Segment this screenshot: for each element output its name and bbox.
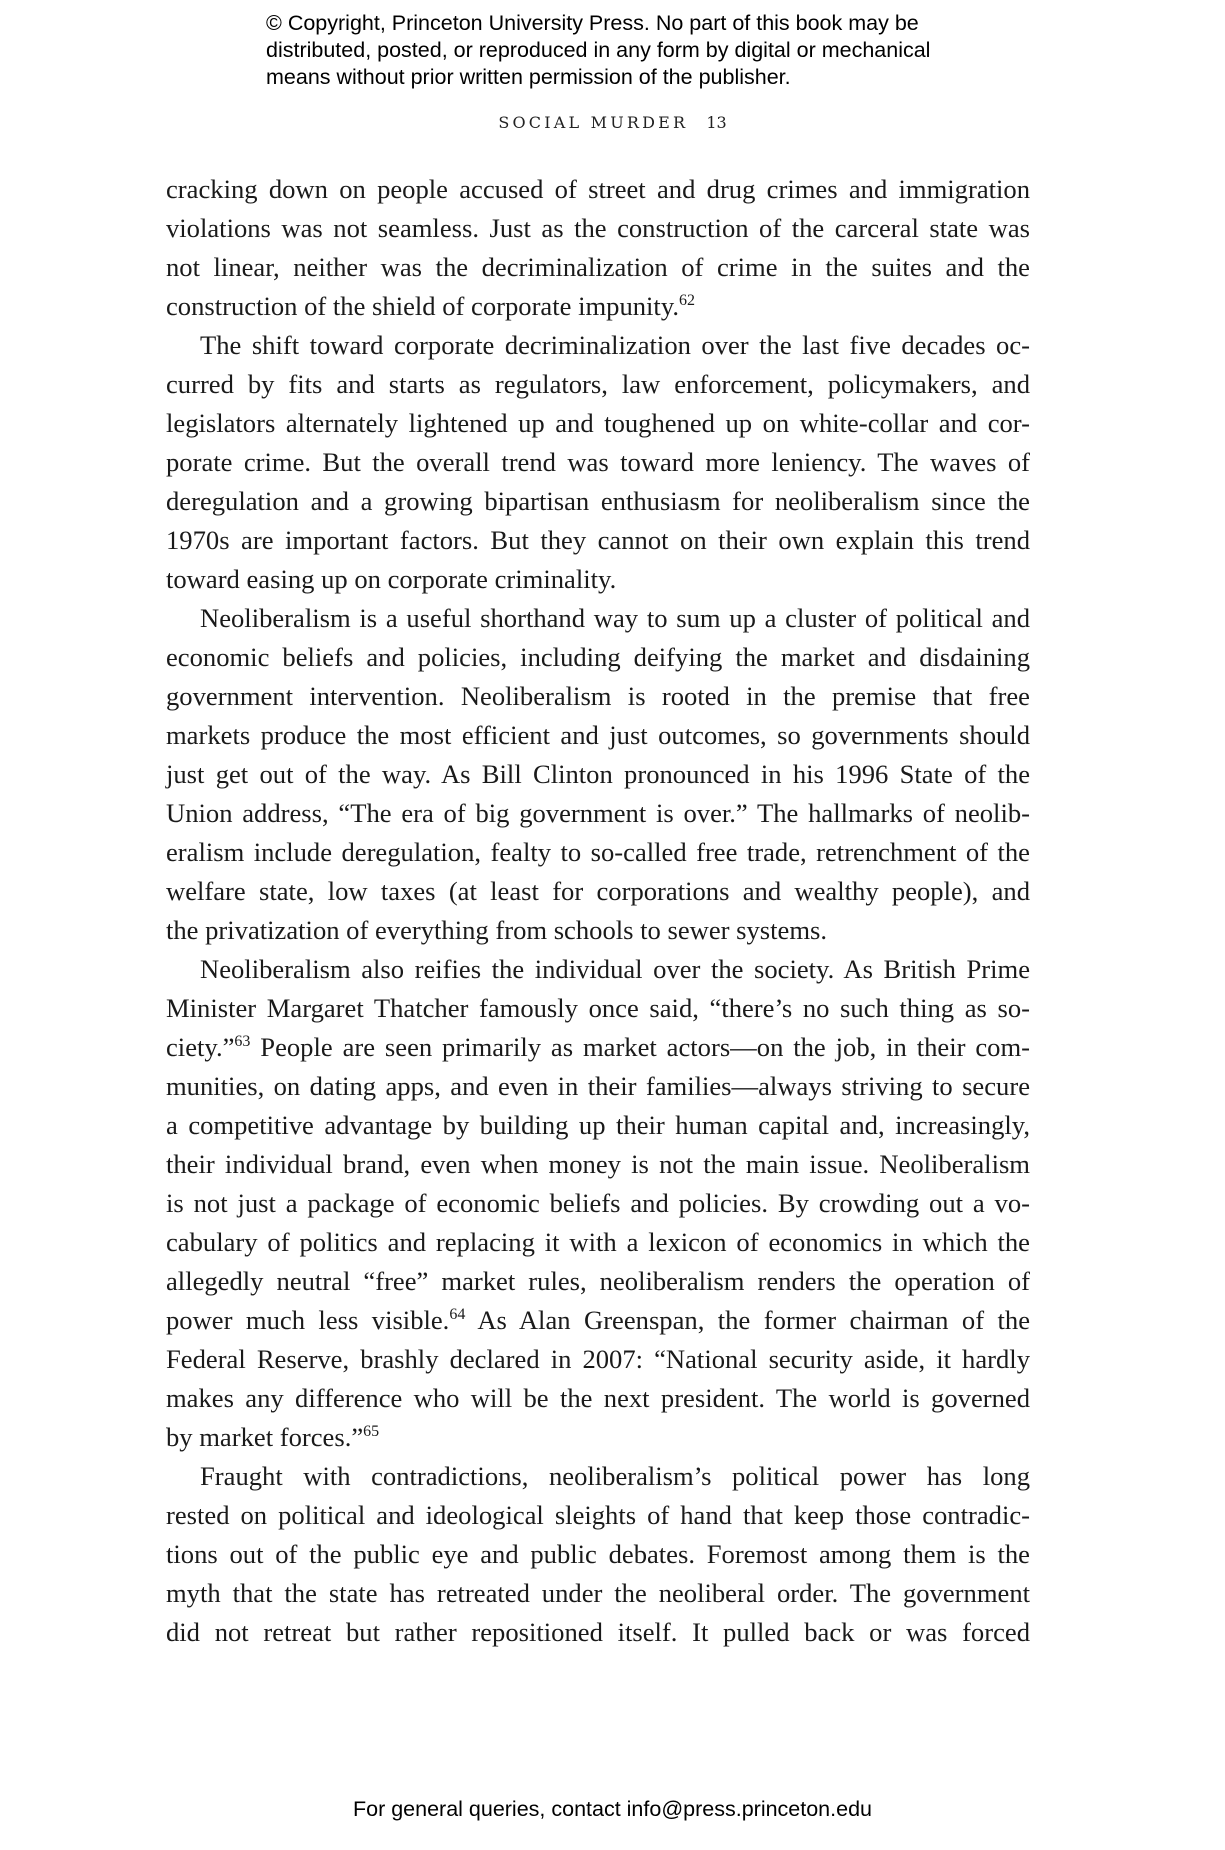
text-line: tions out of the public eye and public debates. Foremost among them is the: [166, 1539, 1030, 1569]
text-fragment: by market forces.”: [166, 1422, 364, 1452]
text-line: munities, on dating apps, and even in their families—always striving to secure: [166, 1071, 1030, 1101]
text-line: [166, 1301, 1030, 1340]
text-line: [166, 1028, 1030, 1067]
footnote-ref: 65: [363, 1423, 380, 1441]
body-text: [166, 170, 1030, 1652]
text-line: just get out of the way. As Bill Clinton pronounced in his 1996 State of the: [166, 759, 1030, 789]
text-line: not linear, neither was the decriminalization of crime in the suites and the: [166, 252, 1030, 282]
text-line: markets produce the most efficient and just outcomes, so governments should: [166, 720, 1030, 750]
text-line: Neoliberalism also reifies the individual over the society. As British Prime: [200, 954, 1030, 984]
paragraph: [166, 599, 1030, 950]
text-fragment: ciety.”: [166, 1032, 235, 1062]
copyright-line: © Copyright, Princeton University Press. No part of this book may be: [266, 11, 919, 35]
text-line: Neoliberalism is a useful shorthand way to sum up a cluster of political and: [200, 603, 1030, 633]
text-line: myth that the state has retreated under the neoliberal order. The government: [166, 1578, 1030, 1608]
paragraph: [166, 1457, 1030, 1652]
running-head: [0, 113, 1225, 132]
text-line: porate crime. But the overall trend was toward more leniency. The waves of: [166, 447, 1030, 477]
text-line: a competitive advantage by building up their human capital and, increasingly,: [166, 1110, 1030, 1140]
paragraph: [166, 170, 1030, 326]
text-line: welfare state, low taxes (at least for corporations and wealthy people), and: [166, 876, 1030, 906]
copyright-line: distributed, posted, or reproduced in any form by digital or mechanical: [266, 38, 931, 62]
text-fragment: As Alan Greenspan, the former chairman of the: [465, 1305, 1030, 1335]
text-line: cracking down on people accused of street and drug crimes and immigration: [166, 174, 1030, 204]
copyright-notice: [266, 10, 1026, 91]
contact-footer: For general queries, contact info@press.princeton.edu: [352, 1797, 872, 1821]
text-line: legislators alternately lightened up and toughened up on white-collar and cor-: [166, 408, 1030, 438]
text-line: cabulary of politics and replacing it with a lexicon of economics in which the: [166, 1227, 1030, 1257]
text-line: did not retreat but rather repositioned itself. It pulled back or was forced: [166, 1617, 1030, 1647]
text-line: rested on political and ideological sleights of hand that keep those contradic-: [166, 1500, 1030, 1530]
text-line: [166, 287, 1030, 326]
paragraph: [166, 950, 1030, 1457]
text-line: eralism include deregulation, fealty to so-called free trade, retrenchment of the: [166, 837, 1030, 867]
text-fragment: power much less visible.: [166, 1305, 450, 1335]
text-line: Federal Reserve, brashly declared in 2007: “National security aside, it hardly: [166, 1344, 1030, 1374]
text-line: is not just a package of economic beliefs and policies. By crowding out a vo-: [166, 1188, 1030, 1218]
text-line: the privatization of everything from schools to sewer systems.: [166, 915, 828, 945]
text-line: government intervention. Neoliberalism is rooted in the premise that free: [166, 681, 1030, 711]
copyright-line: means without prior written permission of the publisher.: [266, 65, 791, 89]
text-line: [166, 1418, 1030, 1457]
text-line: Fraught with contradictions, neoliberalism’s political power has long: [200, 1461, 1030, 1491]
text-fragment: construction of the shield of corporate impunity.: [166, 291, 680, 321]
text-line: makes any difference who will be the next president. The world is governed: [166, 1383, 1030, 1413]
text-line: allegedly neutral “free” market rules, neoliberalism renders the operation of: [166, 1266, 1030, 1296]
text-fragment: People are seen primarily as market actors—on the job, in their com-: [250, 1032, 1030, 1062]
footnote-ref: 62: [679, 292, 696, 310]
footnote-ref: 63: [234, 1033, 251, 1051]
text-line: The shift toward corporate decriminalization over the last five decades oc-: [200, 330, 1030, 360]
text-line: their individual brand, even when money is not the main issue. Neoliberalism: [166, 1149, 1030, 1179]
footnote-ref: 64: [449, 1306, 466, 1324]
text-line: economic beliefs and policies, including deifying the market and disdaining: [166, 642, 1030, 672]
text-line: Union address, “The era of big government is over.” The hallmarks of neolib-: [166, 798, 1030, 828]
text-line: deregulation and a growing bipartisan enthusiasm for neoliberalism since the: [166, 486, 1030, 516]
text-line: Minister Margaret Thatcher famously once said, “there’s no such thing as so-: [166, 993, 1030, 1023]
text-line: toward easing up on corporate criminality.: [166, 564, 617, 594]
paragraph: [166, 326, 1030, 599]
running-head-title: SOCIAL MURDER: [498, 113, 689, 132]
text-line: violations was not seamless. Just as the construction of the carceral state was: [166, 213, 1030, 243]
text-line: curred by fits and starts as regulators, law enforcement, policymakers, and: [166, 369, 1030, 399]
text-line: 1970s are important factors. But they cannot on their own explain this trend: [166, 525, 1030, 555]
page-number: 13: [706, 113, 727, 132]
